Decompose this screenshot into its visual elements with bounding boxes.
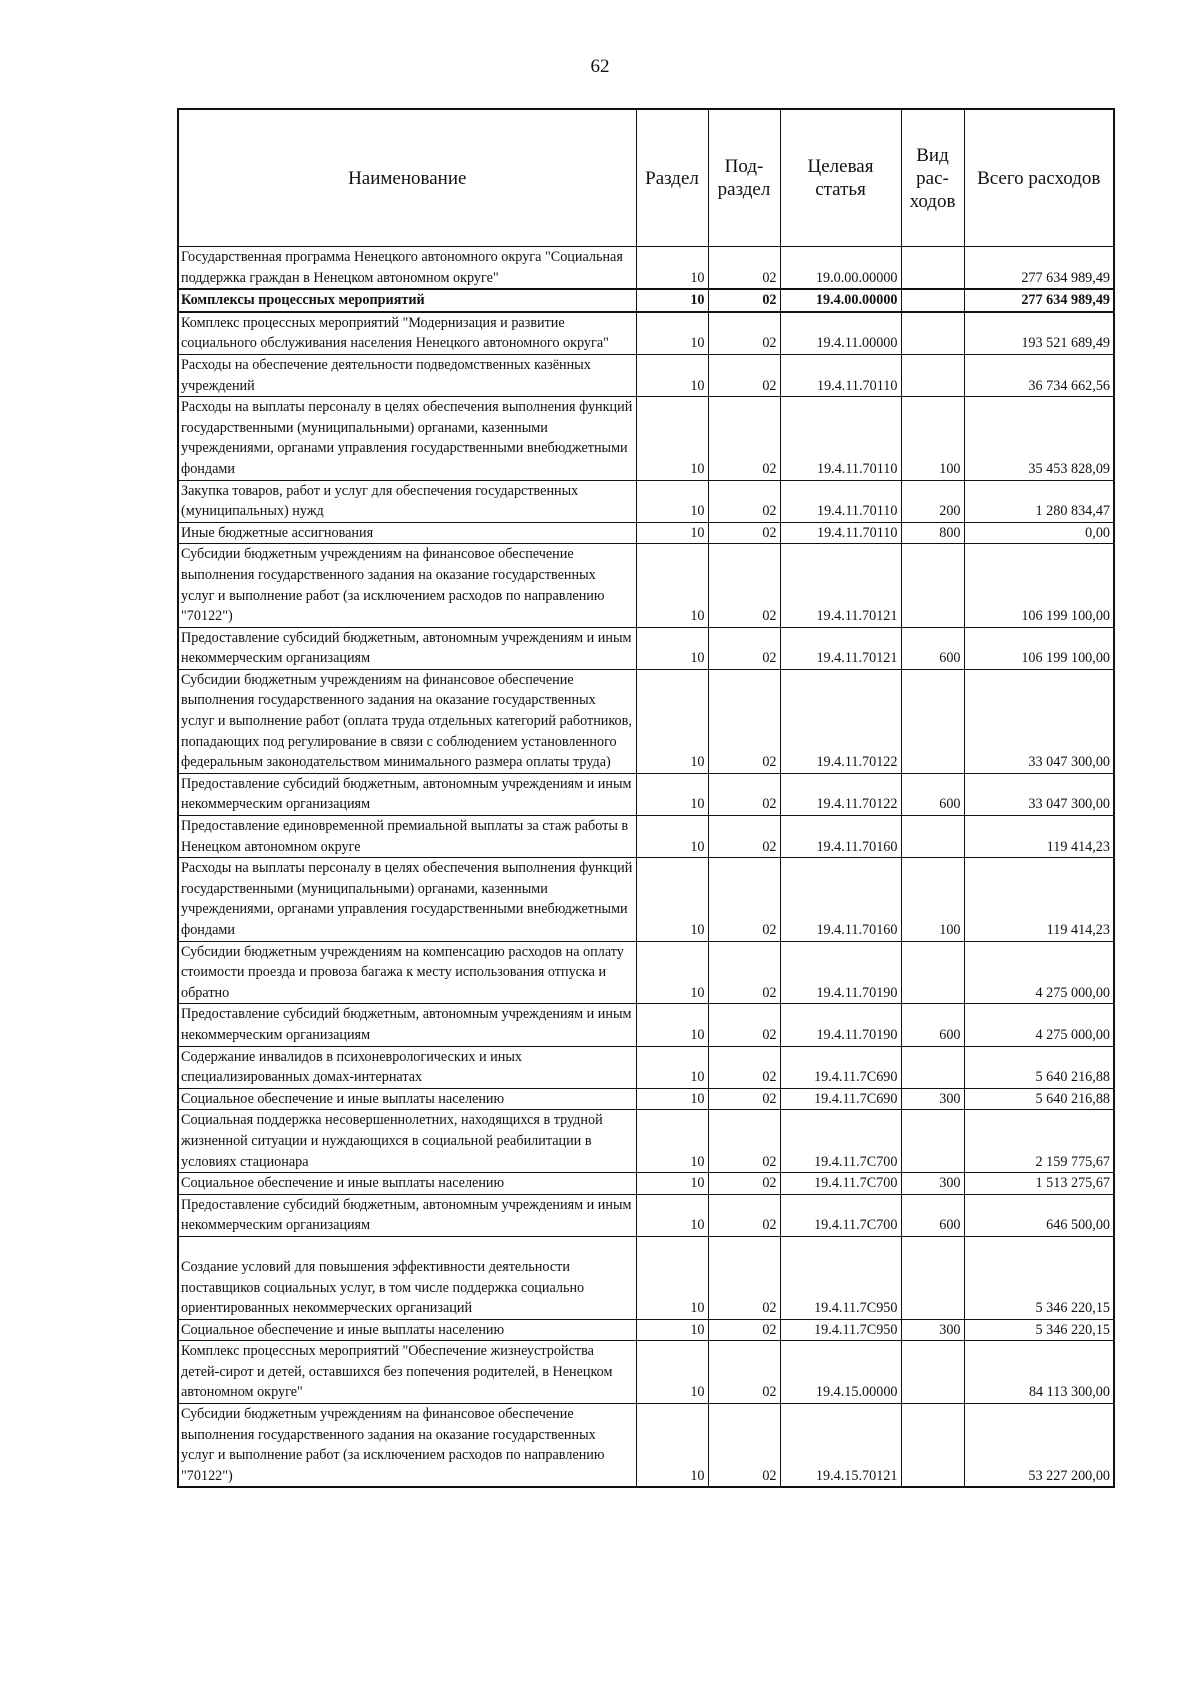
table-row [178,1194,1114,1236]
cell-target-article: 19.4.15.70121 [780,1404,901,1488]
cell-subsection: 02 [708,397,780,480]
table-row [178,289,1114,312]
cell-target-article: 19.4.11.7С950 [780,1319,901,1341]
cell-expense-kind: 600 [901,773,964,815]
cell-section: 10 [636,1404,708,1488]
cell-section: 10 [636,669,708,773]
cell-section: 10 [636,1236,708,1319]
table-row [178,397,1114,480]
table-row [178,1404,1114,1488]
table-row [178,816,1114,858]
cell-total: 119 414,23 [964,816,1114,858]
cell-target-article: 19.4.11.70121 [780,627,901,669]
table-header [178,109,1114,247]
cell-target-article: 19.4.11.70160 [780,816,901,858]
cell-expense-kind [901,1341,964,1404]
cell-total: 4 275 000,00 [964,941,1114,1004]
cell-target-article: 19.4.00.00000 [780,289,901,312]
cell-total: 193 521 689,49 [964,312,1114,355]
cell-name: Социальная поддержка несовершеннолетних, находящихся в трудной жизненной ситуации и нуждающихся в социальной реабилитации в условиях стационара [178,1110,636,1173]
cell-section: 10 [636,1173,708,1195]
cell-expense-kind: 300 [901,1173,964,1195]
cell-name: Субсидии бюджетным учреждениям на финансовое обеспечение выполнения государственного задания на оказание государственных услуг и выполнение работ (за исключением расходов по направлению "70122") [178,1404,636,1488]
cell-subsection: 02 [708,247,780,290]
cell-total: 2 159 775,67 [964,1110,1114,1173]
cell-subsection: 02 [708,289,780,312]
cell-section: 10 [636,1046,708,1088]
cell-section: 10 [636,1110,708,1173]
cell-subsection: 02 [708,1404,780,1488]
cell-target-article: 19.4.11.70160 [780,858,901,941]
cell-name: Содержание инвалидов в психоневрологических и иных специализированных домах-интернатах [178,1046,636,1088]
cell-name: Предоставление субсидий бюджетным, автономным учреждениям и иным некоммерческим организациям [178,627,636,669]
cell-target-article: 19.4.11.7С690 [780,1046,901,1088]
cell-target-article: 19.4.11.7С700 [780,1194,901,1236]
cell-target-article: 19.4.15.00000 [780,1341,901,1404]
cell-expense-kind [901,312,964,355]
cell-expense-kind: 800 [901,522,964,544]
cell-section: 10 [636,289,708,312]
cell-name: Субсидии бюджетным учреждениям на финансовое обеспечение выполнения государственного задания на оказание государственных услуг и выполнение работ (оплата труда отдельных категорий работников, попадающих под регулирование в связи с соблюдением установленного федеральным законодательством минимального размера оплаты труда) [178,669,636,773]
cell-subsection: 02 [708,816,780,858]
cell-expense-kind [901,1236,964,1319]
cell-expense-kind: 100 [901,858,964,941]
cell-total: 277 634 989,49 [964,247,1114,290]
cell-subsection: 02 [708,522,780,544]
cell-name: Комплексы процессных мероприятий [178,289,636,312]
table-row [178,247,1114,290]
table-row [178,1088,1114,1110]
cell-section: 10 [636,941,708,1004]
cell-subsection: 02 [708,480,780,522]
cell-subsection: 02 [708,1046,780,1088]
cell-expense-kind [901,816,964,858]
table-row [178,544,1114,627]
cell-total: 106 199 100,00 [964,544,1114,627]
table-row [178,1341,1114,1404]
cell-total: 53 227 200,00 [964,1404,1114,1488]
cell-name: Предоставление субсидий бюджетным, автономным учреждениям и иным некоммерческим организациям [178,1194,636,1236]
cell-target-article: 19.4.11.70190 [780,1004,901,1046]
cell-name: Расходы на обеспечение деятельности подведомственных казённых учреждений [178,354,636,396]
cell-name: Предоставление субсидий бюджетным, автономным учреждениям и иным некоммерческим организациям [178,1004,636,1046]
cell-expense-kind: 600 [901,1004,964,1046]
cell-expense-kind [901,1404,964,1488]
cell-name: Создание условий для повышения эффективности деятельности поставщиков социальных услуг, в том числе поддержка социально ориентированных некоммерческих организаций [178,1236,636,1319]
cell-section: 10 [636,1341,708,1404]
cell-total: 646 500,00 [964,1194,1114,1236]
cell-total: 1 513 275,67 [964,1173,1114,1195]
cell-section: 10 [636,1088,708,1110]
cell-section: 10 [636,773,708,815]
cell-expense-kind: 600 [901,1194,964,1236]
header-total: Всего расходов [964,109,1114,247]
cell-section: 10 [636,354,708,396]
cell-target-article: 19.4.11.00000 [780,312,901,355]
cell-name: Государственная программа Ненецкого автономного округа "Социальная поддержка граждан в Ненецком автономном округе" [178,247,636,290]
cell-total: 106 199 100,00 [964,627,1114,669]
cell-subsection: 02 [708,354,780,396]
cell-expense-kind: 300 [901,1088,964,1110]
cell-total: 5 346 220,15 [964,1319,1114,1341]
cell-section: 10 [636,397,708,480]
cell-name: Субсидии бюджетным учреждениям на компенсацию расходов на оплату стоимости проезда и провоза багажа к месту использования отпуска и обратно [178,941,636,1004]
cell-expense-kind [901,544,964,627]
cell-subsection: 02 [708,669,780,773]
cell-target-article: 19.4.11.7С700 [780,1173,901,1195]
cell-section: 10 [636,480,708,522]
cell-subsection: 02 [708,1236,780,1319]
cell-target-article: 19.4.11.7С690 [780,1088,901,1110]
table-row [178,480,1114,522]
cell-total: 36 734 662,56 [964,354,1114,396]
cell-total: 4 275 000,00 [964,1004,1114,1046]
cell-subsection: 02 [708,312,780,355]
cell-name: Социальное обеспечение и иные выплаты населению [178,1173,636,1195]
header-section: Раздел [636,109,708,247]
header-subsection: Под- раздел [708,109,780,247]
cell-expense-kind: 100 [901,397,964,480]
cell-total: 5 346 220,15 [964,1236,1114,1319]
cell-expense-kind [901,247,964,290]
cell-expense-kind [901,289,964,312]
cell-subsection: 02 [708,1004,780,1046]
table-row [178,1046,1114,1088]
budget-table [177,108,1115,1488]
cell-section: 10 [636,544,708,627]
cell-name: Социальное обеспечение и иные выплаты населению [178,1088,636,1110]
cell-total: 33 047 300,00 [964,773,1114,815]
cell-section: 10 [636,247,708,290]
cell-expense-kind [901,1046,964,1088]
cell-total: 35 453 828,09 [964,397,1114,480]
table-row [178,1110,1114,1173]
cell-name: Закупка товаров, работ и услуг для обеспечения государственных (муниципальных) нужд [178,480,636,522]
cell-target-article: 19.4.11.70110 [780,397,901,480]
cell-total: 33 047 300,00 [964,669,1114,773]
cell-section: 10 [636,312,708,355]
cell-name: Расходы на выплаты персоналу в целях обеспечения выполнения функций государственными (муниципальными) органами, казенными учреждениями, органами управления государственными внебюджетными фондами [178,397,636,480]
cell-subsection: 02 [708,1319,780,1341]
cell-expense-kind [901,669,964,773]
cell-section: 10 [636,858,708,941]
table-row [178,1319,1114,1341]
cell-target-article: 19.4.11.70122 [780,669,901,773]
cell-section: 10 [636,1319,708,1341]
cell-subsection: 02 [708,1110,780,1173]
cell-subsection: 02 [708,627,780,669]
cell-total: 277 634 989,49 [964,289,1114,312]
table-row [178,858,1114,941]
cell-target-article: 19.4.11.70110 [780,480,901,522]
cell-subsection: 02 [708,1088,780,1110]
cell-subsection: 02 [708,544,780,627]
cell-subsection: 02 [708,941,780,1004]
cell-total: 84 113 300,00 [964,1341,1114,1404]
cell-expense-kind [901,354,964,396]
table-row [178,941,1114,1004]
header-expense-kind: Вид рас- ходов [901,109,964,247]
cell-name: Социальное обеспечение и иные выплаты населению [178,1319,636,1341]
table-row [178,627,1114,669]
cell-section: 10 [636,1004,708,1046]
cell-expense-kind [901,941,964,1004]
header-name: Наименование [178,109,636,247]
cell-section: 10 [636,522,708,544]
cell-total: 119 414,23 [964,858,1114,941]
cell-name: Иные бюджетные ассигнования [178,522,636,544]
cell-subsection: 02 [708,773,780,815]
cell-target-article: 19.4.11.70121 [780,544,901,627]
table-row [178,354,1114,396]
cell-name: Комплекс процессных мероприятий "Модернизация и развитие социального обслуживания населения Ненецкого автономного округа" [178,312,636,355]
page-number: 62 [590,56,610,77]
cell-total: 5 640 216,88 [964,1046,1114,1088]
cell-target-article: 19.0.00.00000 [780,247,901,290]
table-row [178,773,1114,815]
cell-target-article: 19.4.11.7С950 [780,1236,901,1319]
cell-expense-kind: 200 [901,480,964,522]
table-row [178,312,1114,355]
cell-subsection: 02 [708,858,780,941]
cell-subsection: 02 [708,1341,780,1404]
cell-target-article: 19.4.11.70110 [780,354,901,396]
cell-subsection: 02 [708,1194,780,1236]
cell-total: 0,00 [964,522,1114,544]
table-row [178,522,1114,544]
cell-total: 1 280 834,47 [964,480,1114,522]
cell-name: Субсидии бюджетным учреждениям на финансовое обеспечение выполнения государственного задания на оказание государственных услуг и выполнение работ (за исключением расходов по направлению "70122") [178,544,636,627]
table-row [178,1004,1114,1046]
cell-subsection: 02 [708,1173,780,1195]
cell-target-article: 19.4.11.70110 [780,522,901,544]
cell-target-article: 19.4.11.7С700 [780,1110,901,1173]
table-row [178,1236,1114,1319]
cell-name: Расходы на выплаты персоналу в целях обеспечения выполнения функций государственными (муниципальными) органами, казенными учреждениями, органами управления государственными внебюджетными фондами [178,858,636,941]
cell-expense-kind [901,1110,964,1173]
cell-section: 10 [636,1194,708,1236]
cell-name: Комплекс процессных мероприятий "Обеспечение жизнеустройства детей-сирот и детей, оставшихся без попечения родителей, в Ненецком автономном округе" [178,1341,636,1404]
cell-target-article: 19.4.11.70190 [780,941,901,1004]
cell-expense-kind: 600 [901,627,964,669]
cell-section: 10 [636,627,708,669]
header-target-article: Целевая статья [780,109,901,247]
cell-name: Предоставление единовременной премиальной выплаты за стаж работы в Ненецком автономном округе [178,816,636,858]
cell-target-article: 19.4.11.70122 [780,773,901,815]
cell-name: Предоставление субсидий бюджетным, автономным учреждениям и иным некоммерческим организациям [178,773,636,815]
cell-expense-kind: 300 [901,1319,964,1341]
table-row [178,1173,1114,1195]
table-body [178,247,1114,1488]
header-row [178,109,1114,247]
cell-total: 5 640 216,88 [964,1088,1114,1110]
table-row [178,669,1114,773]
cell-section: 10 [636,816,708,858]
